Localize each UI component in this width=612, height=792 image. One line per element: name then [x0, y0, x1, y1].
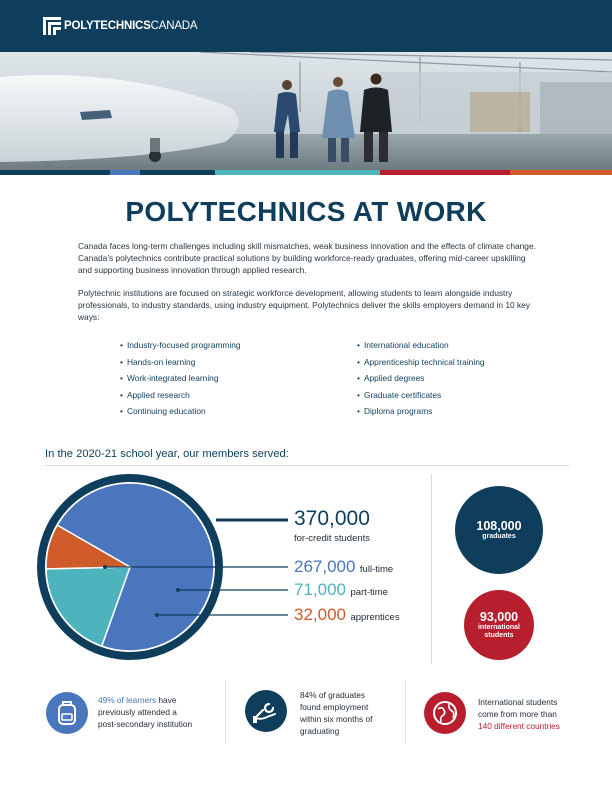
footer-international-text	[478, 696, 593, 732]
graduates-line1: 84% of graduates	[300, 690, 366, 700]
international-label-1: international	[477, 623, 520, 631]
leader-dot-apprentices	[155, 613, 159, 617]
fulltime-value: 267,000	[294, 557, 356, 576]
footer-graduates-text	[300, 689, 405, 737]
international-value: 93,000	[479, 609, 519, 624]
international-circle	[464, 590, 534, 660]
list-item: • Applied degrees	[357, 373, 485, 390]
learners-line2: previously attended a	[98, 707, 177, 717]
learners-highlight: 49% of learners	[98, 695, 157, 705]
stat-parttime	[294, 580, 388, 600]
page-title: POLYTECHNICS AT WORK	[125, 196, 487, 227]
footer-divider-1	[225, 680, 226, 744]
hero-photo	[0, 52, 612, 170]
list-item: • Applied research	[120, 390, 241, 407]
list-item: • Work-integrated learning	[120, 373, 241, 390]
leader-dot-part-time	[176, 588, 180, 592]
stats-divider	[45, 465, 569, 466]
graduates-line4: graduating	[300, 726, 340, 736]
list-item: • Continuing education	[120, 406, 241, 423]
stat-apprentices	[294, 605, 400, 625]
international-line1: International students	[478, 697, 558, 707]
graduates-circle	[455, 486, 543, 574]
footer-learners-text	[98, 694, 218, 730]
brand-bold: POLYTECHNICS	[64, 20, 151, 32]
header-bar	[0, 0, 612, 52]
stripe-red	[380, 170, 510, 175]
list-item: • Apprenticeship technical training	[357, 357, 485, 374]
learners-line3: post-secondary institution	[98, 719, 193, 729]
stripe-orange	[510, 170, 612, 175]
wrench-hand-icon	[245, 690, 287, 732]
total-label: for-credit students	[294, 533, 371, 544]
list-item: • Diploma programs	[357, 406, 485, 423]
parttime-label: part-time	[350, 587, 388, 598]
fulltime-label: full-time	[359, 564, 394, 575]
international-line2: come from more than	[478, 709, 557, 719]
stat-fulltime	[294, 557, 393, 577]
footer-divider-2	[405, 680, 406, 744]
graduates-value: 108,000	[476, 518, 522, 533]
stripe-navy-2	[140, 170, 215, 175]
stripe-blue	[110, 170, 140, 175]
parttime-value: 71,000	[294, 580, 346, 599]
stats-heading: In the 2020-21 school year, our members served:	[45, 448, 289, 460]
apprentice-label: apprentices	[350, 612, 400, 623]
brand-name	[64, 20, 197, 32]
international-label-2: students	[484, 631, 514, 639]
list-item: • Industry-focused programming	[120, 340, 241, 357]
body-paragraph: Polytechnic institutions are focused on strategic workforce development, allowing students to learn alongside industry professionals, to industry standards, using industry equipment. Polytechnics deliver the skills employers demand in 10 key ways:	[78, 288, 531, 322]
intro-paragraph: Canada faces long-term challenges including skill mismatches, weak business innovation and the effects of climate change. Canada’s polytechnics contribute practical solutions by building workforce-ready graduates, offering mid-career upskilling and supporting business innovation through applied research.	[78, 241, 536, 275]
graduates-line3: within six months of	[300, 714, 373, 724]
list-item: • Hands-on learning	[120, 357, 241, 374]
backpack-icon	[46, 692, 88, 734]
international-highlight: 140 different countries	[478, 721, 560, 731]
apprentice-value: 32,000	[294, 605, 346, 624]
stat-total	[294, 507, 370, 544]
hangar-photo-icon	[0, 52, 612, 170]
ways-list-left	[120, 340, 241, 423]
stripe-teal	[215, 170, 380, 175]
graduates-line2: found employment	[300, 702, 369, 712]
list-item: • Graduate certificates	[357, 390, 485, 407]
globe-icon	[424, 692, 466, 734]
total-value: 370,000	[294, 507, 370, 530]
list-item: • International education	[357, 340, 485, 357]
learners-line1: have	[156, 695, 177, 705]
brand-thin: CANADA	[150, 20, 198, 32]
stats-vertical-divider	[431, 474, 432, 664]
graduates-label: graduates	[482, 532, 516, 540]
stripe-navy-1	[0, 170, 110, 175]
polytechnics-logo-icon	[42, 16, 62, 36]
ways-list-right	[357, 340, 485, 423]
leader-dot-full-time	[103, 565, 107, 569]
